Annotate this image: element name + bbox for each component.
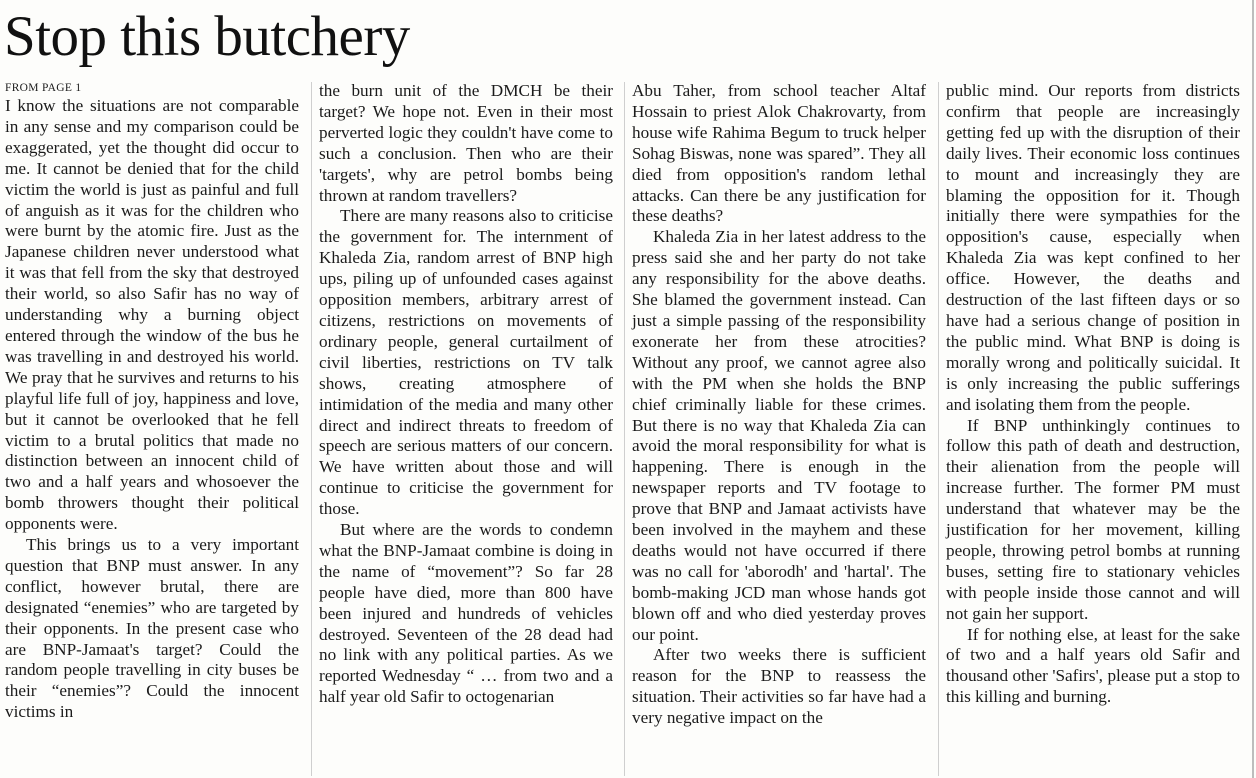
- column-2: [319, 81, 613, 708]
- column-3: [632, 81, 926, 729]
- paragraph: Abu Taher, from school teacher Altaf Hossain to priest Alok Chakrovarty, from house wife Rahima Begum to truck helper Sohag Biswas, none was spared”. They all died from opposition's random lethal attacks. Can there be any justification for these deaths?: [632, 81, 926, 226]
- jump-label: FROM PAGE 1: [5, 82, 82, 94]
- paragraph: I know the situations are not comparable in any sense and my comparison could be exaggerated, yet the thought did occur to me. It cannot be denied that for the child victim the world is just as painful and full of anguish as it was for the children who were burnt by the atomic fire. Just as the Japanese children never understood what it was that fell from the sky that destroyed their world, so also Safir has no way of understanding why a burning object entered through the window of the bus he was travelling in and destroyed his world. We pray that he survives and returns to his playful life full of joy, happiness and love, but it cannot be overlooked that he fell victim to a brutal politics that made no distinction between an innocent child of two and a half years and whosoever the bomb throwers thought their political opponents were.: [5, 96, 299, 534]
- headline: Stop this butchery: [4, 5, 410, 68]
- paragraph: But where are the words to condemn what the BNP-Jamaat combine is doing in the name of “movement”? So far 28 people have died, more than 800 have been injured and hundreds of vehicles destroyed. Seventeen of the 28 dead had no link with any political parties. As we reported Wednesday “ … from two and a half year old Safir to octogenarian: [319, 520, 613, 707]
- page-edge: [1252, 0, 1254, 778]
- paragraph: This brings us to a very important question that BNP must answer. In any conflict, however brutal, there are designated “enemies” who are targeted by their opponents. In the present case who are BNP-Jamaat's target? Could the random people travelling in city buses be their “enemies”? Could the innocent victims in: [5, 535, 299, 722]
- paragraph: public mind. Our reports from districts confirm that people are increasingly getting fed up with the disruption of their daily lives. Their economic loss continues to mount and increasingly they are blaming the opposition for it. Though initially there were sympathies for the opposition's cause, especially when Khaleda Zia was kept confined to her office. However, the deaths and destruction of the last fifteen days or so have had a serious change of position in the public mind. What BNP is doing is morally wrong and politically suicidal. It is only increasing the public sufferings and isolating them from the people.: [946, 81, 1240, 414]
- paragraph: If BNP unthinkingly continues to follow this path of death and destruction, their alienation from the people will increase further. The former PM must understand that whatever may be the justification for her movement, killing people, throwing petrol bombs at running buses, setting fire to stationary vehicles with people inside those cannot and will not gain her support.: [946, 415, 1240, 623]
- paragraph: There are many reasons also to criticise the government for. The internment of Khaleda Zia, random arrest of BNP high ups, piling up of unfounded cases against opposition members, arbitrary arrest of citizens, restrictions on movements of ordinary people, general curtailment of civil liberties, restrictions on TV talk shows, creating atmosphere of intimidation of the media and many other direct and indirect threats to freedom of speech are serious matters of our concern. We have written about those and will continue to criticise the government for those.: [319, 206, 613, 519]
- column-divider: [624, 82, 625, 776]
- column-divider: [938, 82, 939, 776]
- paragraph: After two weeks there is sufficient reason for the BNP to reassess the situation. Their activities so far have had a very negative impact on the: [632, 645, 926, 728]
- paragraph: Khaleda Zia in her latest address to the press said she and her party do not take any responsibility for the above deaths. She blamed the government instead. Can just a simple passing of the responsibility exonerate her from these atrocities? Without any proof, we cannot agree also with the PM when she holds the BNP chief criminally liable for these crimes. But there is no way that Khaleda Zia can avoid the moral responsibility for what is happening. There is enough in the newspaper reports and TV footage to prove that BNP and Jamaat activists have been involved in the mayhem and these deaths would not have occurred if there was no call for 'aborodh' and 'hartal'. The bomb-making JCD man whose hands got blown off and who died yesterday proves our point.: [632, 227, 926, 644]
- column-divider: [311, 82, 312, 776]
- paragraph: the burn unit of the DMCH be their target? We hope not. Even in their most perverted logic they couldn't have come to such a conclusion. Then who are their 'targets', why are petrol bombs being thrown at random travellers?: [319, 81, 613, 205]
- column-1: [5, 81, 299, 723]
- column-4: [946, 81, 1240, 708]
- paragraph: If for nothing else, at least for the sake of two and a half years old Safir and thousand other 'Safirs', please put a stop to this killing and burning.: [946, 624, 1240, 707]
